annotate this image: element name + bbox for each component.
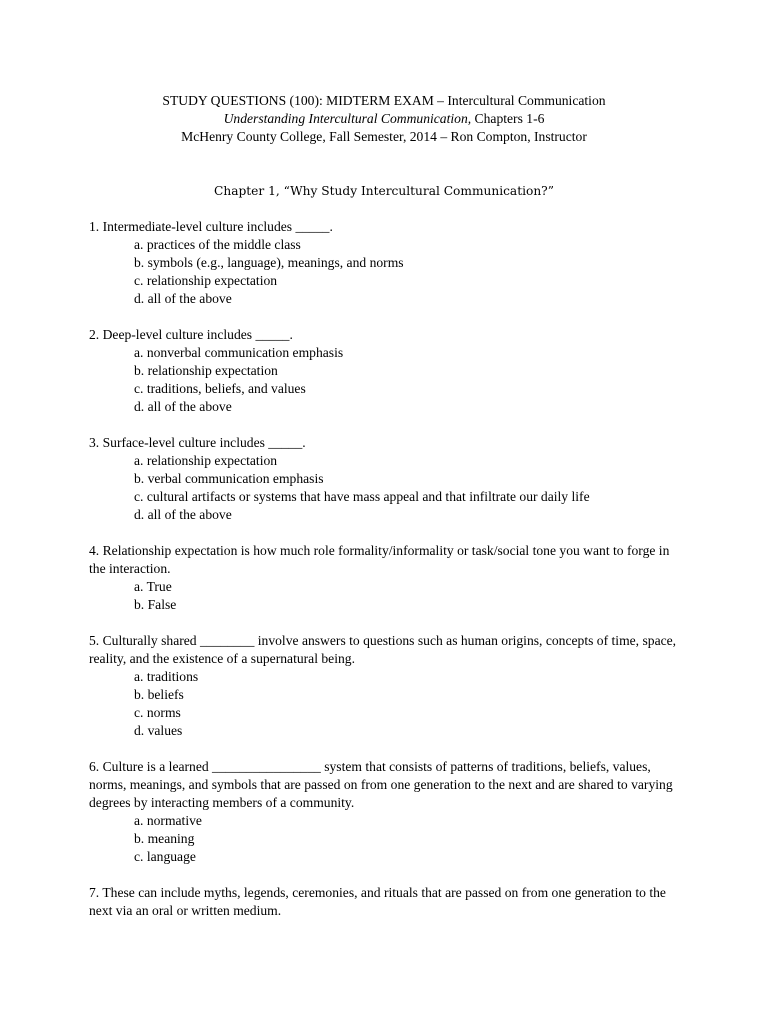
question-stem: 1. Intermediate-level culture includes _____. bbox=[89, 219, 333, 234]
question-stem: 6. Culture is a learned ________________ system that consists of patterns of traditions, beliefs, values, norms, meanings, and symbols that are passed on from one generation to the next and are shared to varying degrees by interacting members of a community. bbox=[89, 759, 673, 810]
answer-option: a. practices of the middle class bbox=[134, 237, 301, 252]
answer-option: c. language bbox=[134, 849, 196, 864]
answer-option: d. all of the above bbox=[134, 399, 232, 414]
answer-option: b. relationship expectation bbox=[134, 363, 278, 378]
answer-option: c. norms bbox=[134, 705, 181, 720]
question-6 bbox=[89, 758, 679, 866]
answer-option: b. False bbox=[134, 597, 177, 612]
answer-option: c. relationship expectation bbox=[134, 273, 278, 288]
answer-option: d. all of the above bbox=[134, 507, 232, 522]
question-stem: 5. Culturally shared ________ involve answers to questions such as human origins, concepts of time, space, reality, and the existence of a supernatural being. bbox=[89, 633, 677, 666]
question-list bbox=[89, 218, 679, 938]
question-stem: 3. Surface-level culture includes _____. bbox=[89, 435, 306, 450]
textbook-line bbox=[0, 110, 768, 128]
exam-title: STUDY QUESTIONS (100): MIDTERM EXAM – Intercultural Communication bbox=[162, 93, 606, 108]
document-header bbox=[0, 92, 768, 146]
chapter-heading: Chapter 1, “Why Study Intercultural Communication?” bbox=[214, 184, 554, 198]
answer-option: a. nonverbal communication emphasis bbox=[134, 345, 344, 360]
answer-option: d. values bbox=[134, 723, 183, 738]
course-info: McHenry County College, Fall Semester, 2014 – Ron Compton, Instructor bbox=[181, 129, 587, 144]
question-stem: 7. These can include myths, legends, ceremonies, and rituals that are passed on from one generation to the next via an oral or written medium. bbox=[89, 885, 666, 918]
answer-option: a. True bbox=[134, 579, 172, 594]
answer-option: a. relationship expectation bbox=[134, 453, 278, 468]
answer-option: d. all of the above bbox=[134, 291, 232, 306]
answer-option: a. traditions bbox=[134, 669, 199, 684]
question-4 bbox=[89, 542, 679, 614]
question-3 bbox=[89, 434, 679, 524]
answer-option: a. normative bbox=[134, 813, 202, 828]
question-7 bbox=[89, 884, 679, 920]
answer-option: b. beliefs bbox=[134, 687, 184, 702]
answer-option: c. traditions, beliefs, and values bbox=[134, 381, 306, 396]
question-stem: 4. Relationship expectation is how much role formality/informality or task/social tone you want to forge in the interaction. bbox=[89, 543, 670, 576]
textbook-title: Understanding Intercultural Communication, bbox=[223, 111, 472, 126]
question-5 bbox=[89, 632, 679, 740]
question-stem: 2. Deep-level culture includes _____. bbox=[89, 327, 293, 342]
answer-option: b. verbal communication emphasis bbox=[134, 471, 324, 486]
textbook-chapters: Chapters 1-6 bbox=[471, 111, 545, 126]
answer-option: b. meaning bbox=[134, 831, 195, 846]
question-1 bbox=[89, 218, 679, 308]
answer-option: b. symbols (e.g., language), meanings, and norms bbox=[134, 255, 404, 270]
question-2 bbox=[89, 326, 679, 416]
answer-option: c. cultural artifacts or systems that have mass appeal and that infiltrate our daily life bbox=[134, 489, 590, 504]
